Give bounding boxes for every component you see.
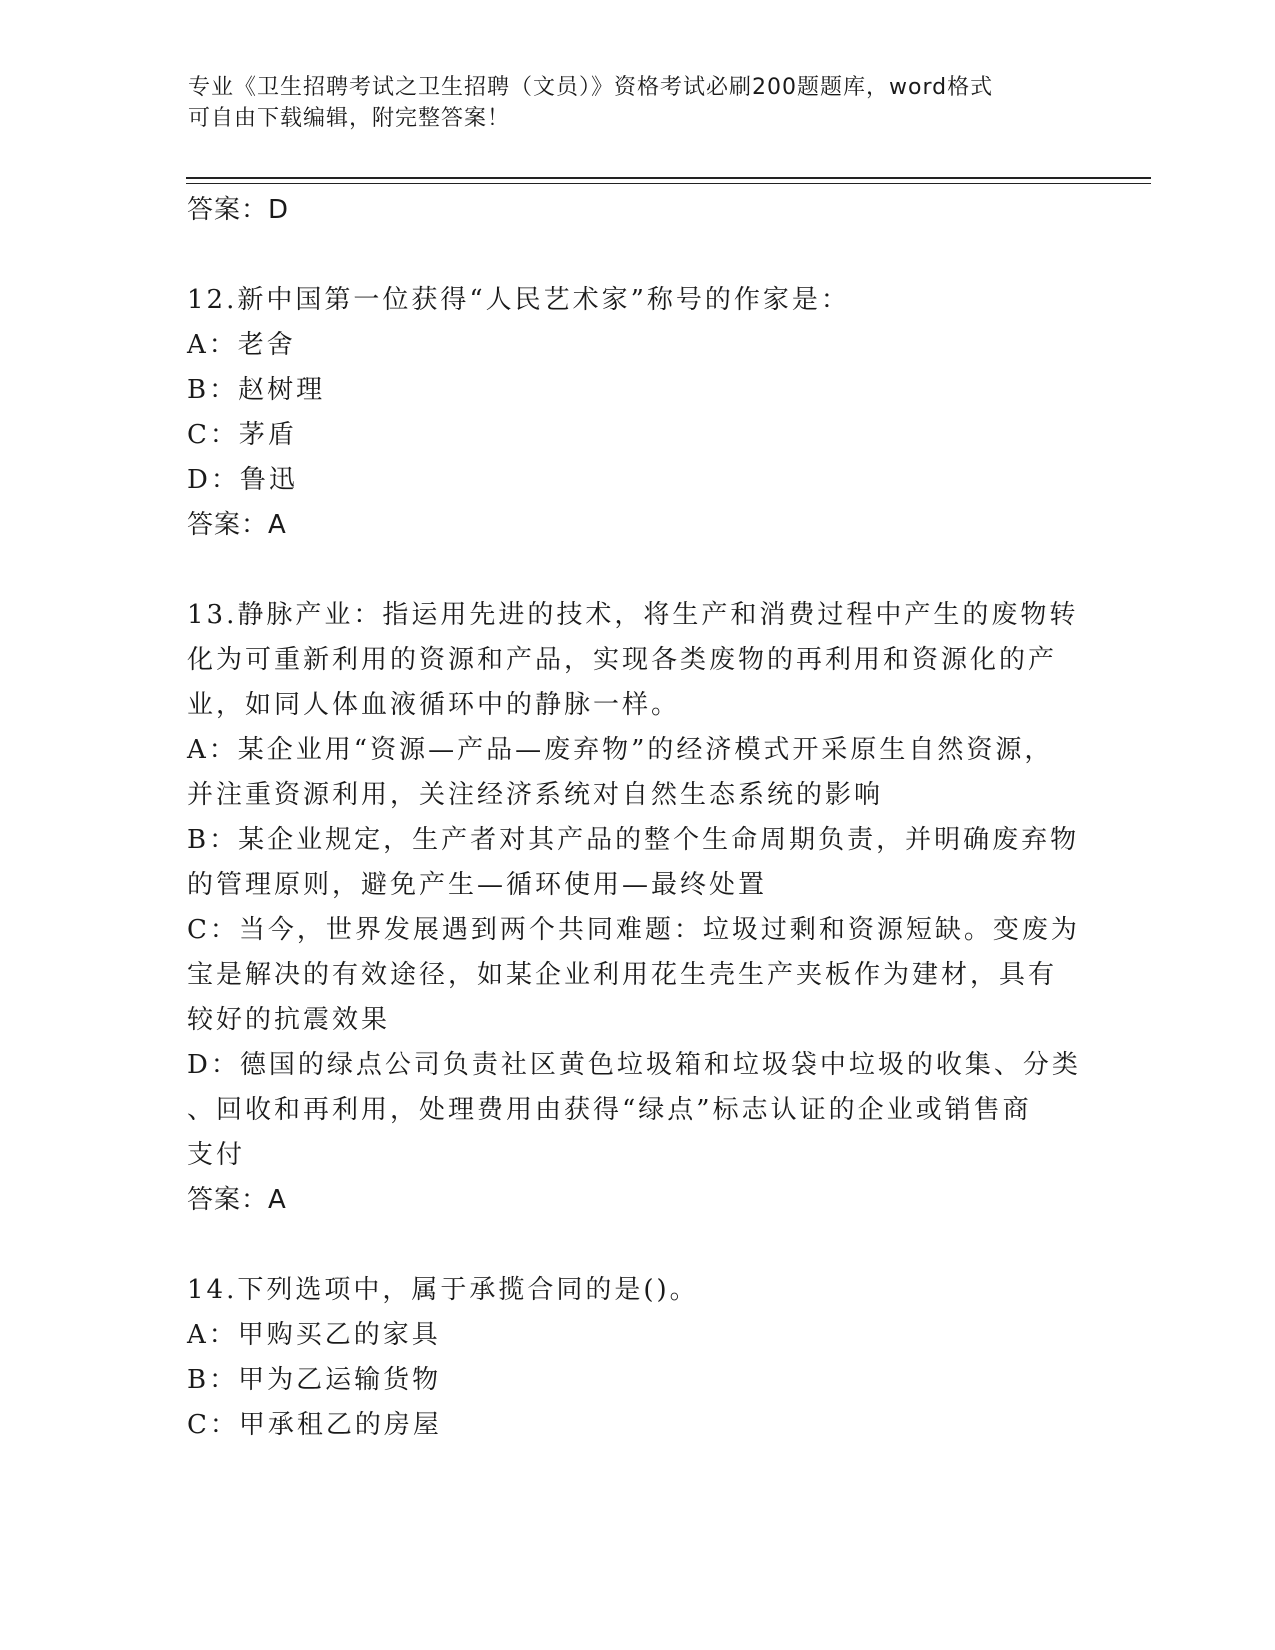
header-rule-thin (186, 183, 1151, 184)
option-a: A：甲购买乙的家具 (187, 1320, 441, 1350)
option-d-line: 支付 (187, 1140, 246, 1170)
prev-answer: 答案：D (187, 195, 290, 225)
question-stem: 12.新中国第一位获得“人民艺术家”称号的作家是： (187, 285, 850, 315)
option-d-line: D：德国的绿点公司负责社区黄色垃圾箱和垃圾袋中垃圾的收集、分类 (187, 1050, 1081, 1080)
question-12 (187, 278, 1087, 548)
option-c-line: C：当今，世界发展遇到两个共同难题：垃圾过剩和资源短缺。变废为 (187, 915, 1080, 945)
answer: 答案：A (187, 1185, 287, 1215)
option-c: C：甲承租乙的房屋 (187, 1410, 442, 1440)
option-a-line: 并注重资源利用，关注经济系统对自然生态系统的影响 (187, 780, 884, 810)
option-a-line: A：某企业用“资源—产品—废弃物”的经济模式开采原生自然资源， (187, 735, 1054, 765)
document-header (188, 72, 1088, 134)
question-stem: 14.下列选项中，属于承揽合同的是()。 (187, 1275, 699, 1305)
option-b: B：甲为乙运输货物 (187, 1365, 442, 1395)
option-c: C：茅盾 (187, 420, 297, 450)
answer: 答案：A (187, 510, 287, 540)
question-stem-line: 13.静脉产业：指运用先进的技术，将生产和消费过程中产生的废物转 (187, 600, 1079, 630)
option-b-line: B：某企业规定，生产者对其产品的整个生命周期负责，并明确废弃物 (187, 825, 1080, 855)
header-rule-thick (186, 177, 1151, 179)
option-c-line: 宝是解决的有效途径，如某企业利用花生壳生产夹板作为建材，具有 (187, 960, 1058, 990)
option-d-line: 、回收和再利用，处理费用由获得“绿点”标志认证的企业或销售商 (187, 1095, 1032, 1125)
document-body (187, 188, 1087, 1448)
question-14 (187, 1268, 1087, 1448)
question-13 (187, 593, 1087, 1223)
option-d: D：鲁迅 (187, 465, 298, 495)
header-line-1: 专业《卫生招聘考试之卫生招聘（文员）》资格考试必刷200题题库，word格式 (188, 75, 994, 100)
option-b: B：赵树理 (187, 375, 326, 405)
option-c-line: 较好的抗震效果 (187, 1005, 391, 1035)
option-b-line: 的管理原则，避免产生—循环使用—最终处置 (187, 870, 768, 900)
question-stem-line: 化为可重新利用的资源和产品，实现各类废物的再利用和资源化的产 (187, 645, 1058, 675)
option-a: A：老舍 (187, 330, 296, 360)
header-line-2: 可自由下载编辑，附完整答案！ (188, 106, 511, 131)
question-stem-line: 业，如同人体血液循环中的静脉一样。 (187, 690, 681, 720)
